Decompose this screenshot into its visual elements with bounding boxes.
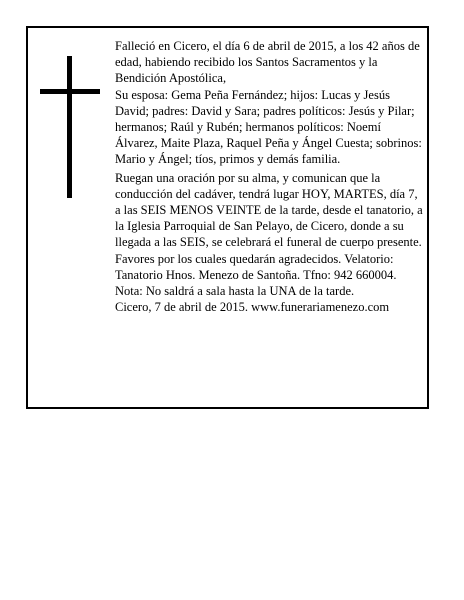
obituary-notice xyxy=(26,26,429,409)
family-list: Su esposa: Gema Peña Fernández; hijos: Lucas y Jesús David; padres: David y Sara; padres políticos: Jesús y Pilar; hermanos; Raúl y Rubén; hermanos políticos: Noemí Álvarez, Maite Plaza, Raquel Peña y Ángel Cuesta; sobrinos: Mario y Ángel; tíos, primos y demás familia. xyxy=(115,87,422,167)
cross-vertical-bar xyxy=(67,56,72,198)
obituary-text xyxy=(115,38,423,315)
latin-cross-icon xyxy=(40,56,100,198)
funeral-details: Ruegan una oración por su alma, y comunican que la conducción del cadáver, tendrá lugar HOY, MARTES, día 7, a las SEIS MENOS VEINTE de la tarde, desde el tanatorio, a la Iglesia Parroquial de San Pelayo, de Cicero, donde a su llegada a las SEIS, se celebrará el funeral de cuerpo presente. Favores por los cuales quedarán agradecidos. Velatorio: Tanatorio Hnos. Menezo de Santoña. Tfno: 942 660004. Nota: No saldrá a sala hasta la UNA de la tarde. xyxy=(115,170,423,299)
cross-horizontal-bar xyxy=(40,89,100,94)
death-announcement: Falleció en Cicero, el día 6 de abril de 2015, a los 42 años de edad, habiendo recibido los Santos Sacramentos y la Bendición Apostólica, xyxy=(115,39,420,86)
place-date-website: Cicero, 7 de abril de 2015. www.funerariamenezo.com xyxy=(115,300,390,315)
